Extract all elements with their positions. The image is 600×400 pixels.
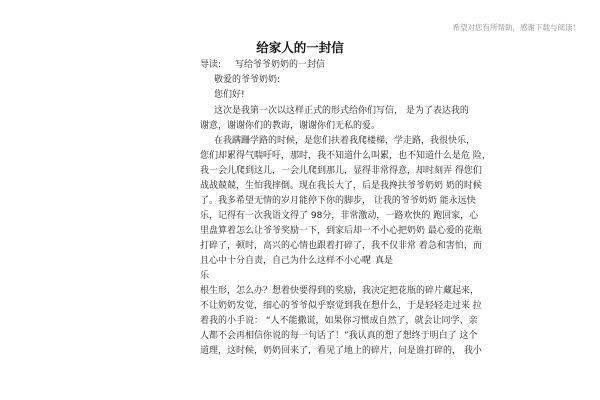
- page-title: 给家人的一封信: [256, 40, 344, 55]
- intro-line: [200, 59, 325, 71]
- body-line: 打碎了，顿时，高兴的心情也跟着打碎了，我不仅非常 着急和害怕，而: [200, 241, 482, 251]
- body-line: 着我的小手说： “人不能撒谎，如果你习惯成自然了，就会让同学、亲: [200, 316, 478, 326]
- body-line: 根生形，怎么办？想着快要得到的奖励，我决定把花瓶的碎片藏起来，: [200, 286, 480, 296]
- body-line: 谢意，谢谢你们的教诲，谢谢你们无私的爱。: [200, 121, 381, 131]
- body-line: 道理，这时候，奶奶回来了，看见了地上的碎片，问是谁打碎的， 我小: [200, 346, 482, 356]
- body-line: 不让奶奶发觉，细心的爷爷似乎察觉到我在想什么，于是轻轻走过来 拉: [200, 301, 482, 311]
- intro-text: 写给爷爷奶奶的一封信: [235, 60, 326, 70]
- trailing-mark: ？真是: [366, 256, 394, 266]
- salutation: 敬爱的爷爷奶奶:: [214, 75, 281, 85]
- body-line: 且心中十分自责，自己为什么这样不小心呢: [200, 256, 372, 266]
- body-line: 了。我多希望无情的岁月能停下你的脚步， 让我的爷爷奶奶 能永远快: [200, 196, 476, 206]
- body-line: 战战兢兢，生怕我摔倒。现在我长大了，后是我搀扶爷爷奶奶 奶的时候: [200, 181, 482, 191]
- greeting: 您们好!: [214, 90, 245, 100]
- body-line: 在我蹒跚学路的时候，是您们扶着我爬楼梯，学走路，我很快乐，: [214, 136, 476, 146]
- body-line: 乐: [200, 271, 210, 281]
- body-line: 这次是我第一次以这样正式的形式给你们写信， 是为了表达我的: [214, 106, 469, 116]
- body-line: 我一会儿爬到这儿，一会儿爬到那儿，显得非常得意，却时刻弄 得您们: [200, 166, 482, 176]
- body-line: 里盘算着怎么让爷爷奖励一下，到家后却一不小心把奶奶 最心爱的花瓶: [200, 226, 482, 236]
- intro-label: 导读:: [200, 60, 222, 70]
- body-line: 人都不会再相信你说的每一句话了！”我认真的想了想终于明白了 这个: [200, 331, 478, 341]
- header-note: 希望对您有所帮助，感谢下载与阅读！: [452, 23, 580, 32]
- body-line: 乐，记得有一次我语文得了 98分，非常激动，一路欢快的 跑回家，心: [200, 211, 479, 221]
- body-line: 您们却累得气喘吁吁，那时，我不知道什么叫累，也不知道什么是危 险，: [200, 151, 491, 161]
